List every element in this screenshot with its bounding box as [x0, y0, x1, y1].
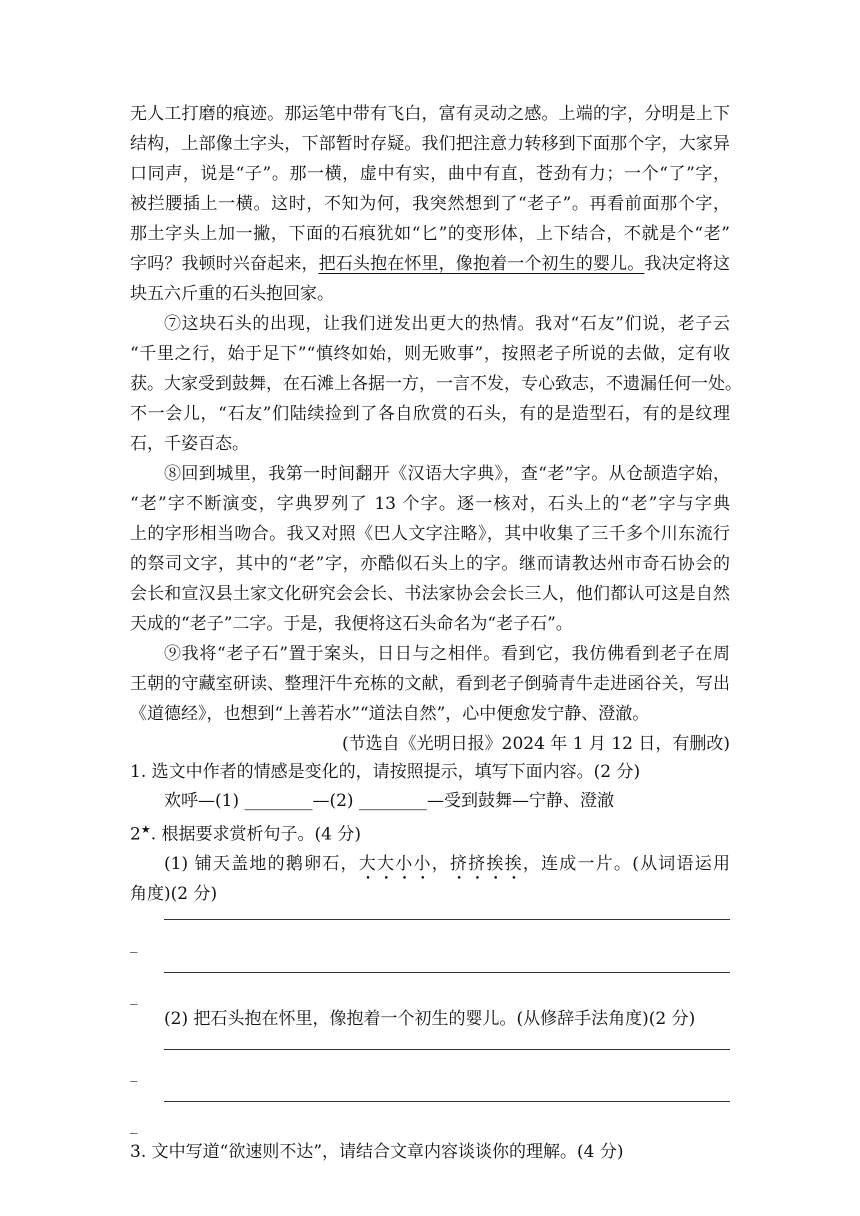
star-icon: ★: [140, 823, 151, 836]
answer-line[interactable]: [164, 972, 730, 973]
passage-line: 获。大家受到鼓舞，在石滩上各据一方，一言不发，专心致志，不遗漏任何一处。: [130, 374, 742, 394]
question-text: (1) 铺天盖地的鹅卵石，: [164, 854, 359, 874]
answer-line[interactable]: [164, 1101, 730, 1102]
answer-line[interactable]: [164, 1049, 730, 1050]
passage-line: 口同声，说是“子”。那一横，虚中有实，曲中有直，苍劲有力；一个“了”字，: [130, 164, 730, 184]
passage-line: 《道德经》，也想到“上善若水”“道法自然”，心中便愈发宁静、澄澈。: [130, 704, 650, 724]
question-2-1: [164, 852, 730, 884]
underlined-sentence: 把石头抱在怀里，像抱着一个初生的婴儿。: [318, 254, 645, 274]
question-text: . 根据要求赏析句子。(4 分): [150, 824, 361, 845]
passage-line: 结构，上部像土字头，下部暂时存疑。我们把注意力转移到下面那个字，大家异: [130, 134, 730, 154]
question-2-1-cont: 角度)(2 分): [130, 884, 218, 904]
source-citation: (节选自《光明日报》2024 年 1 月 12 日，有删改): [342, 734, 730, 754]
question-3: 3. 文中写道“欲速则不达”，请结合文章内容谈谈你的理解。(4 分): [130, 1142, 624, 1162]
passage-line: 王朝的守藏室研读、整理汗牛充栋的文献，看到老子倒骑青牛走进函谷关，写出: [130, 674, 730, 694]
line-tick: _: [130, 1116, 138, 1134]
paragraph-7-start: ⑦这块石头的出现，让我们迸发出更大的热情。我对“石友”们说，老子云: [164, 314, 730, 334]
passage-line: 天成的“老子”二字。于是，我便将这石头命名为“老子石”。: [130, 614, 573, 634]
question-number: 2: [130, 824, 141, 845]
question-2-2: (2) 把石头抱在怀里，像抱着一个初生的婴儿。(从修辞手法角度)(2 分): [164, 1009, 696, 1029]
line-tick: _: [130, 935, 138, 953]
passage-line: 块五六斤重的石头抱回家。: [130, 284, 334, 304]
passage-line: 会长和宣汉县土家文化研究会会长、书法家协会会长三人，他们都认可这是自然: [130, 584, 730, 604]
passage-line: 被拦腰插上一横。这时，不知为何，我突然想到了“老子”。再看前面那个字，: [130, 194, 730, 214]
passage-line: 的祭司文字，其中的“老”字，亦酷似石头上的字。继而请教达州市奇石协会的: [130, 554, 730, 574]
passage-line: 无人工打磨的痕迹。那运笔中带有飞白，富有灵动之感。上端的字，分明是上下: [130, 104, 730, 124]
line-tick: _: [130, 987, 138, 1005]
passage-line-with-underline: [130, 252, 730, 276]
question-1: 1. 选文中作者的情感是变化的，请按照提示，填写下面内容。(2 分): [130, 762, 641, 782]
paragraph-9-start: ⑨我将“老子石”置于案头，日日与之相伴。看到它，我仿佛看到老子在周: [164, 644, 730, 664]
emphasis-dotted-words: 大大小小，挤挤挨挨: [358, 854, 523, 874]
passage-text: 我决定将这: [644, 254, 731, 274]
line-tick: _: [130, 1064, 138, 1082]
passage-line: 不一会儿，“石友”们陆续捡到了各自欣赏的石头，有的是造型石，有的是纹理: [130, 404, 730, 424]
passage-text: 字吗？我顿时兴奋起来，: [130, 254, 319, 274]
question-text: ，连成一片。(从词语运用: [522, 854, 730, 874]
answer-line[interactable]: [164, 919, 730, 920]
passage-line: 石，千姿百态。: [130, 434, 249, 454]
question-1-blanks: 欢呼—(1) ________—(2) ________—受到鼓舞—宁静、澄澈: [164, 791, 614, 811]
passage-line: “千里之行，始于足下”“慎终如始，则无败事”，按照老子所说的去做，定有收: [130, 344, 730, 364]
question-2: [130, 818, 361, 847]
passage-line: 上的字形相当吻合。我又对照《巴人文字注略》，其中收集了三千多个川东流行: [130, 524, 730, 544]
passage-line: 那土字头上加一撇，下面的石痕犹如“匕”的变形体，上下结合，不就是个“老”: [130, 224, 730, 244]
passage-line: “老”字不断演变，字典罗列了 13 个字。逐一核对，石头上的“老”字与字典: [130, 494, 730, 514]
paragraph-8-start: ⑧回到城里，我第一时间翻开《汉语大字典》，查“老”字。从仓颉造字始，: [164, 464, 730, 484]
